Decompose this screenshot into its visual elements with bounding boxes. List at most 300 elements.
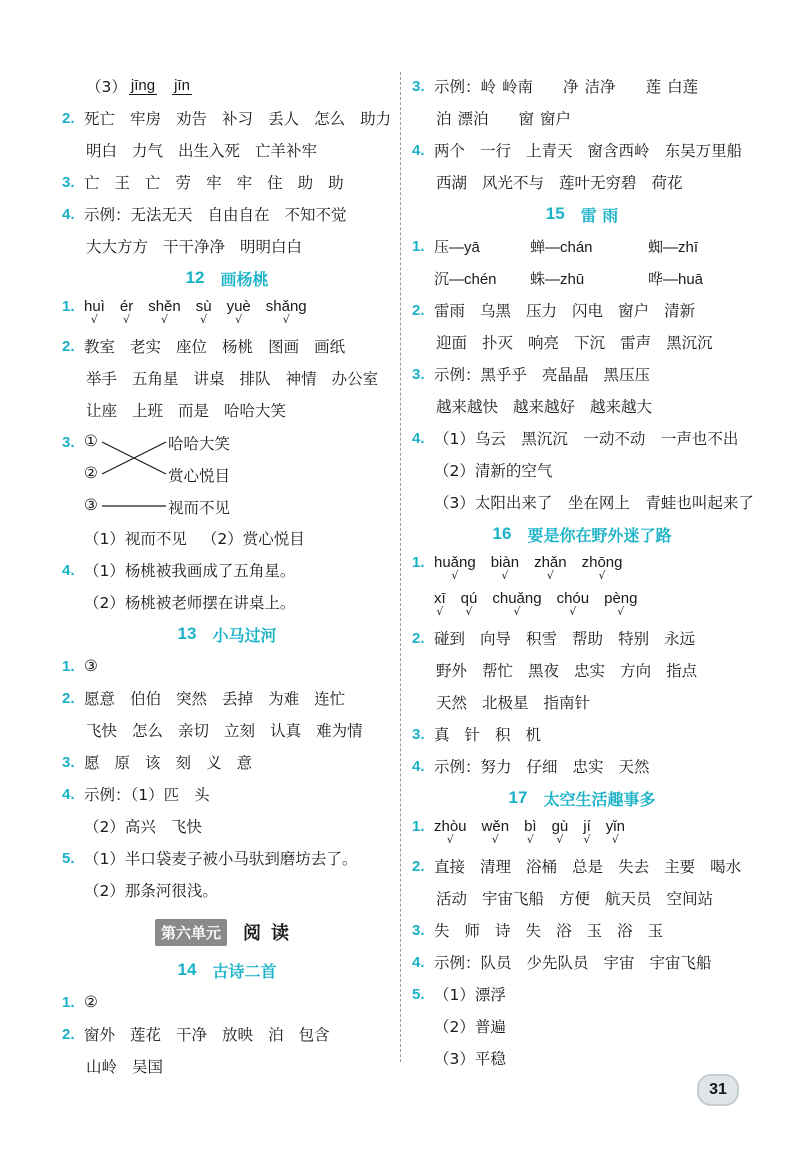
- answer-word: 让座: [86, 402, 118, 420]
- answer-word: 亮晶晶: [542, 366, 589, 384]
- answer-char: 真: [434, 726, 450, 744]
- pinyin-item: [534, 554, 567, 581]
- answer-word: 不知不觉: [284, 206, 347, 224]
- check-mark-icon: √: [617, 605, 625, 618]
- answer-char: 该: [145, 754, 161, 772]
- answer-word: 连忙: [314, 690, 346, 708]
- answer-word: 风光不与: [482, 174, 545, 192]
- pinyin-item: [461, 590, 478, 617]
- answer-char: 积: [495, 726, 511, 744]
- pinyin-text: qú: [460, 590, 478, 607]
- answer-row: [412, 454, 752, 486]
- answer-word: 亲切: [178, 722, 210, 740]
- check-mark-icon: √: [526, 833, 534, 846]
- question-2: [412, 850, 752, 882]
- check-mark-icon: √: [282, 313, 290, 326]
- answer-word: 宇宙飞船: [649, 954, 712, 972]
- answer-row: [412, 486, 752, 518]
- question-number: 2.: [62, 337, 75, 355]
- pinyin-item: [196, 298, 212, 325]
- answer-char: 牢: [206, 174, 222, 192]
- answer-char: 师: [464, 922, 481, 940]
- question-number: 1.: [412, 237, 425, 255]
- page-number: 31: [697, 1074, 739, 1106]
- answer-word: 永远: [664, 630, 696, 648]
- answer-row: [412, 102, 752, 134]
- section-title: 要是你在野外迷了路: [527, 525, 672, 545]
- check-mark-icon: √: [200, 313, 208, 326]
- question-5: [412, 978, 752, 1010]
- answer-word: 天然: [618, 758, 650, 776]
- answer-word: 总是: [572, 858, 604, 876]
- question-number: 1.: [62, 657, 75, 675]
- answer-word: 明白: [86, 142, 118, 160]
- answer-word: 航天员: [605, 890, 652, 908]
- answer-word: 方便: [559, 890, 591, 908]
- answer-word: 宇宙飞船: [482, 890, 545, 908]
- pinyin-item: [84, 298, 105, 325]
- answer-word: 空间站: [666, 890, 714, 908]
- question-1: [412, 230, 752, 262]
- answer-row: [412, 882, 752, 914]
- answer-row: [62, 394, 392, 426]
- match-option: 视而不见: [168, 499, 231, 517]
- answer-word: 干净: [176, 1026, 208, 1044]
- answer-row: [412, 1010, 752, 1042]
- answer-row: [62, 134, 392, 166]
- answer-word: 丢人: [268, 110, 300, 128]
- answer-word: 蝉—chán: [530, 238, 593, 256]
- answer-word: 黑压压: [603, 366, 651, 384]
- pinyin-item: [434, 818, 467, 845]
- question-number: 4.: [62, 561, 75, 579]
- pinyin-text: huǎng: [434, 554, 476, 571]
- pinyin-item: [491, 554, 519, 581]
- question-number: 4.: [412, 757, 425, 775]
- answer-word: 碰到: [434, 630, 466, 648]
- answer-word: 主要: [664, 858, 696, 876]
- answer-word: 示例：黑乎乎: [434, 366, 528, 384]
- answer-row: [62, 230, 392, 262]
- answer-word: 莲: [645, 78, 662, 96]
- answer-row: [412, 586, 752, 622]
- question-number: 1.: [62, 993, 75, 1011]
- answer-word: 忠实: [574, 662, 606, 680]
- answer-word: 东吴万里船: [664, 142, 743, 160]
- question-3: [412, 358, 752, 390]
- answer-word: 两个: [434, 142, 466, 160]
- section-title: 小马过河: [212, 625, 277, 645]
- question-number: 3.: [62, 173, 75, 191]
- answer-word: 神情: [285, 370, 317, 388]
- answer-word: 泊: [436, 110, 452, 128]
- pinyin-text: yǐn: [605, 818, 625, 835]
- answer-word: 排队: [239, 370, 271, 388]
- pinyin-item: [492, 590, 541, 617]
- answer-char: 牢: [236, 174, 253, 192]
- answer-row: [62, 1050, 392, 1082]
- answer-row: [62, 714, 392, 746]
- answer-word: 指点: [666, 662, 698, 680]
- pinyin-item: [552, 818, 569, 845]
- question-4: [62, 554, 392, 586]
- question-number: 3.: [412, 921, 425, 939]
- check-mark-icon: √: [583, 833, 591, 846]
- answer-word: 指南针: [543, 694, 591, 712]
- sub-label: （3）: [86, 78, 127, 96]
- answer-word: （2）赏心悦目: [201, 530, 305, 548]
- answer-word: 办公室: [331, 370, 379, 388]
- pinyin-item: [606, 818, 625, 845]
- answer-choice: ③: [84, 657, 98, 675]
- question-1: [412, 550, 752, 586]
- pinyin-text: yuè: [226, 298, 251, 315]
- pinyin-text: shěn: [148, 298, 181, 315]
- answer-sentence: （2）那条河很浅。: [84, 882, 218, 900]
- answer-word: 黑沉沉: [666, 334, 713, 352]
- answer-word: 迎面: [436, 334, 468, 352]
- check-mark-icon: √: [598, 569, 606, 582]
- answer-word: 清理: [480, 858, 512, 876]
- answer-choice: ②: [84, 993, 98, 1011]
- answer-word: （2）高兴: [84, 818, 156, 836]
- unit-heading: [62, 910, 392, 954]
- answer-word: 示例：无法无天: [84, 206, 193, 224]
- answer-word: 白莲: [667, 78, 699, 96]
- question-1: [412, 814, 752, 850]
- question-number: 4.: [412, 953, 425, 971]
- pinyin-answer: jīng: [130, 77, 156, 94]
- answer-word: 越来越大: [590, 398, 653, 416]
- answer-sentence: （1）乌云 黑沉沉 一动不动 一声也不出: [434, 430, 739, 448]
- answer-word: 大大方方: [86, 238, 149, 256]
- answer-word: 蛛—zhū: [530, 270, 585, 288]
- check-mark-icon: √: [465, 605, 473, 618]
- section-title: 画杨桃: [220, 269, 269, 289]
- pinyin-text: zhòu: [434, 818, 467, 835]
- pinyin-text: biàn: [490, 554, 520, 571]
- question-number: 1.: [412, 554, 425, 571]
- answer-word: 上班: [132, 402, 164, 420]
- question-4: [62, 198, 392, 230]
- answer-word: 放映: [222, 1026, 254, 1044]
- answer-word: 怎么: [314, 110, 346, 128]
- answer-word: 洁净: [584, 78, 616, 96]
- answer-char: 亡: [145, 174, 161, 192]
- pinyin-text: gù: [551, 818, 569, 835]
- pinyin-text: chuǎng: [492, 590, 542, 607]
- answer-word: 亡羊补牢: [255, 142, 318, 160]
- answer-word: 响亮: [528, 334, 560, 352]
- answer-word: 认真: [270, 722, 302, 740]
- section-title: 太空生活趣事多: [543, 789, 656, 809]
- check-mark-icon: √: [160, 313, 168, 326]
- answer-word: 窗含西岭: [587, 142, 650, 160]
- answer-char: 诗: [495, 922, 511, 940]
- answer-word: 方向: [620, 662, 652, 680]
- circled-number: ②: [84, 464, 98, 482]
- answer-word: 画纸: [314, 338, 346, 356]
- circled-number: ③: [84, 496, 98, 514]
- answer-word: 头: [194, 786, 210, 804]
- question-3: [62, 746, 392, 778]
- pinyin-item: [227, 298, 251, 325]
- section-title: 古诗二首: [212, 961, 277, 981]
- answer-sentence: （2）杨桃被老师摆在讲桌上。: [84, 594, 296, 612]
- answer-char: 愿: [84, 754, 100, 772]
- question-number: 2.: [62, 1025, 75, 1043]
- answer-char: 原: [114, 754, 131, 772]
- question-2: [62, 102, 392, 134]
- answer-word: 劝告: [176, 110, 208, 128]
- question-2: [62, 682, 392, 714]
- answer-row: [62, 586, 392, 618]
- answer-word: 蜘—zhī: [648, 238, 699, 256]
- pinyin-item: [148, 298, 181, 325]
- question-number: 3.: [412, 365, 425, 383]
- answer-row: [62, 70, 392, 102]
- pinyin-text: pèng: [604, 590, 638, 607]
- answer-row: [412, 1042, 752, 1074]
- check-mark-icon: √: [556, 833, 564, 846]
- question-number: 3.: [412, 77, 425, 95]
- answer-word: 力气: [132, 142, 164, 160]
- question-4: [412, 946, 752, 978]
- section-heading-16: [412, 518, 752, 550]
- answer-word: 吴国: [132, 1058, 164, 1076]
- answer-word: 一行: [480, 142, 512, 160]
- pinyin-item: [604, 590, 637, 617]
- answer-word: 少先队员: [526, 954, 589, 972]
- question-1: [62, 986, 392, 1018]
- answer-sentence: （2）清新的空气: [434, 462, 553, 480]
- question-number: 2.: [412, 629, 425, 647]
- section-number: 17: [508, 788, 528, 807]
- answer-row: [62, 810, 392, 842]
- answer-word: 积雪: [526, 630, 558, 648]
- pinyin-item: [434, 590, 446, 617]
- left-column: [62, 70, 392, 1082]
- question-2: [412, 294, 752, 326]
- answer-word: 漂泊: [457, 110, 489, 128]
- answer-char: 助: [328, 174, 344, 192]
- answer-word: 莲花: [130, 1026, 162, 1044]
- answer-row: [412, 166, 752, 198]
- answer-word: 忠实: [572, 758, 604, 776]
- answer-word: 宇宙: [603, 954, 635, 972]
- pinyin-text: shǎng: [265, 298, 307, 315]
- answer-word: 扑灭: [482, 334, 514, 352]
- answer-word: 活动: [436, 890, 468, 908]
- answer-sentence: （1）杨桃被我画成了五角星。: [84, 562, 296, 580]
- answer-word: 压力: [526, 302, 558, 320]
- answer-word: 窗户: [540, 110, 572, 128]
- answer-word: 越来越快: [436, 398, 499, 416]
- answer-word: 杨桃: [222, 338, 254, 356]
- answer-word: 包含: [298, 1026, 330, 1044]
- answer-char: 义: [206, 754, 222, 772]
- answer-word: 荷花: [651, 174, 683, 192]
- answer-word: 补习: [222, 110, 254, 128]
- pinyin-text: xī: [434, 590, 446, 607]
- answer-word: 乌黑: [480, 302, 512, 320]
- check-mark-icon: √: [123, 313, 131, 326]
- answer-row: [412, 654, 752, 686]
- question-3: [62, 166, 392, 198]
- answer-word: 干干净净: [163, 238, 226, 256]
- question-number: 1.: [412, 818, 425, 835]
- answer-word: 莲叶无穷碧: [559, 174, 637, 192]
- answer-word: 雷声: [620, 334, 652, 352]
- answer-row: [412, 686, 752, 718]
- question-number: 2.: [412, 301, 425, 319]
- answer-row: [62, 522, 392, 554]
- section-number: 12: [185, 268, 205, 287]
- check-mark-icon: √: [569, 605, 577, 618]
- section-title: 雷 雨: [580, 205, 619, 225]
- answer-char: 助: [297, 174, 314, 192]
- pinyin-item: [582, 554, 623, 581]
- answer-word: 立刻: [224, 722, 256, 740]
- section-heading-13: [62, 618, 392, 650]
- answer-word: 教室: [84, 338, 116, 356]
- pinyin-item: [120, 298, 133, 325]
- answer-word: 浴桶: [526, 858, 558, 876]
- answer-row: [412, 390, 752, 422]
- question-4: [412, 134, 752, 166]
- answer-word: 哗—huā: [648, 270, 704, 288]
- section-heading-17: [412, 782, 752, 814]
- answer-char: 劳: [175, 174, 192, 192]
- unit-title: 阅读: [243, 923, 299, 944]
- answer-word: 明明白白: [240, 238, 303, 256]
- answer-word: 北极星: [482, 694, 529, 712]
- question-number: 3.: [62, 433, 75, 451]
- answer-char: 住: [267, 174, 283, 192]
- question-4: [412, 750, 752, 782]
- answer-word: 示例：（1）匹: [84, 786, 180, 804]
- answer-sentence: （3）太阳出来了 坐在网上 青蛙也叫起来了: [434, 494, 754, 512]
- answer-char: 意: [236, 754, 253, 772]
- answer-word: 难为情: [316, 722, 363, 740]
- answer-char: 失: [434, 922, 450, 940]
- question-number: 5.: [62, 849, 75, 867]
- answer-word: 特别: [618, 630, 650, 648]
- pinyin-text: sù: [195, 298, 212, 315]
- answer-word: 野外: [436, 662, 468, 680]
- pinyin-item: [482, 818, 510, 845]
- answer-word: 出生入死: [178, 142, 241, 160]
- answer-word: 愿意: [84, 690, 116, 708]
- pinyin-text: bì: [524, 818, 537, 835]
- question-4: [62, 778, 392, 810]
- answer-word: 讲桌: [193, 370, 225, 388]
- question-3: [412, 914, 752, 946]
- section-heading-14: [62, 954, 392, 986]
- answer-char: 机: [525, 726, 542, 744]
- answer-row: [412, 262, 752, 294]
- pinyin-item: [557, 590, 590, 617]
- answer-word: 突然: [176, 690, 208, 708]
- answer-char: 刻: [175, 754, 192, 772]
- answer-word: 沉—chén: [434, 270, 497, 288]
- answer-word: 窗外: [84, 1026, 116, 1044]
- answer-word: 清新: [664, 302, 696, 320]
- matching-exercise: [62, 426, 392, 522]
- check-mark-icon: √: [491, 833, 499, 846]
- answer-word: 举手: [86, 370, 118, 388]
- answer-word: 失去: [618, 858, 650, 876]
- answer-char: 失: [525, 922, 542, 940]
- section-number: 16: [492, 524, 512, 543]
- answer-word: 天然: [436, 694, 468, 712]
- question-number: 4.: [62, 785, 75, 803]
- pinyin-text: zhǎn: [534, 554, 567, 571]
- answer-word: 压—yā: [434, 238, 480, 256]
- question-5: [62, 842, 392, 874]
- answer-word: （1）漂浮: [434, 986, 506, 1004]
- answer-word: 下沉: [574, 334, 606, 352]
- question-number: 2.: [412, 857, 425, 875]
- check-mark-icon: √: [436, 605, 444, 618]
- answer-word: 西湖: [436, 174, 468, 192]
- check-mark-icon: √: [451, 569, 459, 582]
- answer-char: 亡: [84, 174, 100, 192]
- answer-word: 自由自在: [207, 206, 270, 224]
- question-3: [412, 718, 752, 750]
- answer-word: 向导: [480, 630, 512, 648]
- answer-char: 王: [114, 174, 131, 192]
- answer-word: （3）平稳: [434, 1050, 506, 1068]
- question-1: [62, 294, 392, 330]
- answer-word: 窗户: [618, 302, 650, 320]
- match-option: 赏心悦目: [168, 467, 231, 485]
- answer-word: 伯伯: [130, 690, 162, 708]
- question-number: 2.: [62, 689, 75, 707]
- answer-word: 哈哈大笑: [224, 402, 287, 420]
- question-number: 5.: [412, 985, 425, 1003]
- pinyin-text: chóu: [556, 590, 590, 607]
- answer-word: 黑夜: [528, 662, 560, 680]
- answer-row: [62, 874, 392, 906]
- check-mark-icon: √: [546, 569, 554, 582]
- answer-word: 死亡: [84, 110, 116, 128]
- question-2: [62, 1018, 392, 1050]
- answer-word: 五角星: [132, 370, 179, 388]
- answer-word: 助力: [360, 110, 392, 128]
- answer-word: 喝水: [710, 858, 742, 876]
- answer-word: 飞快: [170, 818, 202, 836]
- check-mark-icon: √: [501, 569, 509, 582]
- section-heading-15: [412, 198, 752, 230]
- check-mark-icon: √: [611, 833, 619, 846]
- section-number: 15: [545, 204, 565, 223]
- question-number: 4.: [412, 429, 425, 447]
- check-mark-icon: √: [90, 313, 98, 326]
- answer-word: 上青天: [526, 142, 573, 160]
- check-mark-icon: √: [513, 605, 521, 618]
- question-number: 4.: [62, 205, 75, 223]
- answer-word: 帮忙: [482, 662, 514, 680]
- answer-word: 牢房: [130, 110, 162, 128]
- question-2: [62, 330, 392, 362]
- answer-word: 仔细: [526, 758, 558, 776]
- section-number: 14: [177, 960, 197, 979]
- answer-word: 泊: [268, 1026, 284, 1044]
- pinyin-text: jí: [583, 818, 591, 835]
- answer-word: 飞快: [86, 722, 118, 740]
- answer-word: 直接: [434, 858, 466, 876]
